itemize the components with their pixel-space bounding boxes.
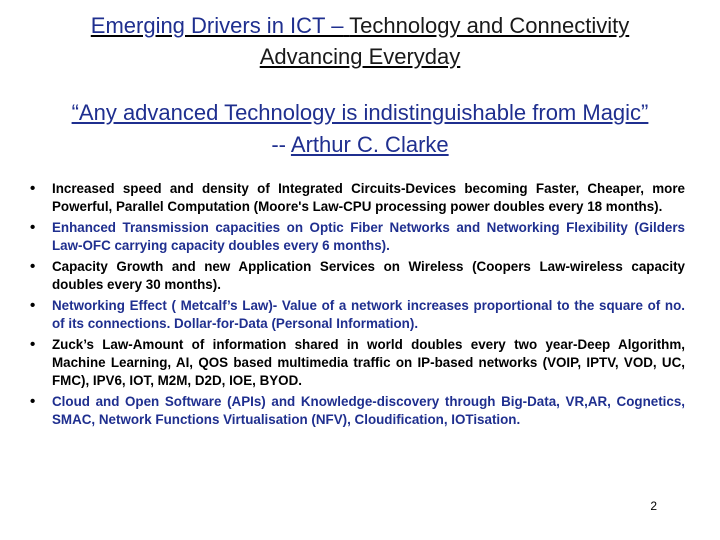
bullet-dot-icon: • (30, 219, 36, 236)
bullet-list (30, 180, 685, 432)
quote-author-name: Arthur C. Clarke (290, 132, 449, 157)
title-line-2: Advancing Everyday (259, 44, 461, 69)
quote-author-prefix: -- (271, 132, 291, 157)
slide-title (20, 10, 700, 72)
quote-block (6, 97, 714, 161)
bullet-dot-icon: • (30, 297, 36, 314)
bullet-text: Capacity Growth and new Application Services on Wireless (Coopers Law-wireless capacity doubles every 30 months). (52, 259, 685, 292)
bullet-item (30, 180, 685, 216)
bullet-item (30, 258, 685, 294)
bullet-text: Cloud and Open Software (APIs) and Knowledge-discovery through Big-Data, VR,AR, Cognetics, SMAC, Network Functions Virtualisation (NFV), Cloudification, IOTisation. (52, 394, 685, 427)
title-dark-part: Technology and Connectivity (349, 13, 630, 38)
title-blue-part: Emerging Drivers in ICT – (90, 13, 344, 38)
bullet-item (30, 219, 685, 255)
bullet-text: Zuck’s Law-Amount of information shared in world doubles every two year-Deep Algorithm, Machine Learning, AI, QOS based multimedia traffic on IP-based networks (VOIP, IPTV, VOD, UC, FMC), IPV6, IOT, M2M, D2D, IOE, BYOD. (52, 337, 685, 388)
bullet-dot-icon: • (30, 258, 36, 275)
quote-author (6, 129, 714, 161)
bullet-item (30, 297, 685, 333)
bullet-item (30, 336, 685, 390)
bullet-dot-icon: • (30, 180, 36, 197)
bullet-text: Increased speed and density of Integrated Circuits-Devices becoming Faster, Cheaper, more Powerful, Parallel Computation (Moore's Law-CPU processing power doubles every 18 months). (52, 181, 685, 214)
quote-text-underlined: “Any advanced Technology is indistinguishable from Magic” (71, 100, 649, 125)
bullet-dot-icon: • (30, 336, 36, 353)
title-line-1 (20, 10, 700, 41)
bullet-text: Enhanced Transmission capacities on Optic Fiber Networks and Networking Flexibility (Gilders Law-OFC carrying capacity doubles every 6 months). (52, 220, 685, 253)
quote-text (6, 97, 714, 129)
bullet-item (30, 393, 685, 429)
bullet-dot-icon: • (30, 393, 36, 410)
bullet-text: Networking Effect ( Metcalf’s Law)- Value of a network increases proportional to the square of no. of its connections. Dollar-for-Data (Personal Information). (52, 298, 685, 331)
page-number: 2 (650, 499, 657, 513)
